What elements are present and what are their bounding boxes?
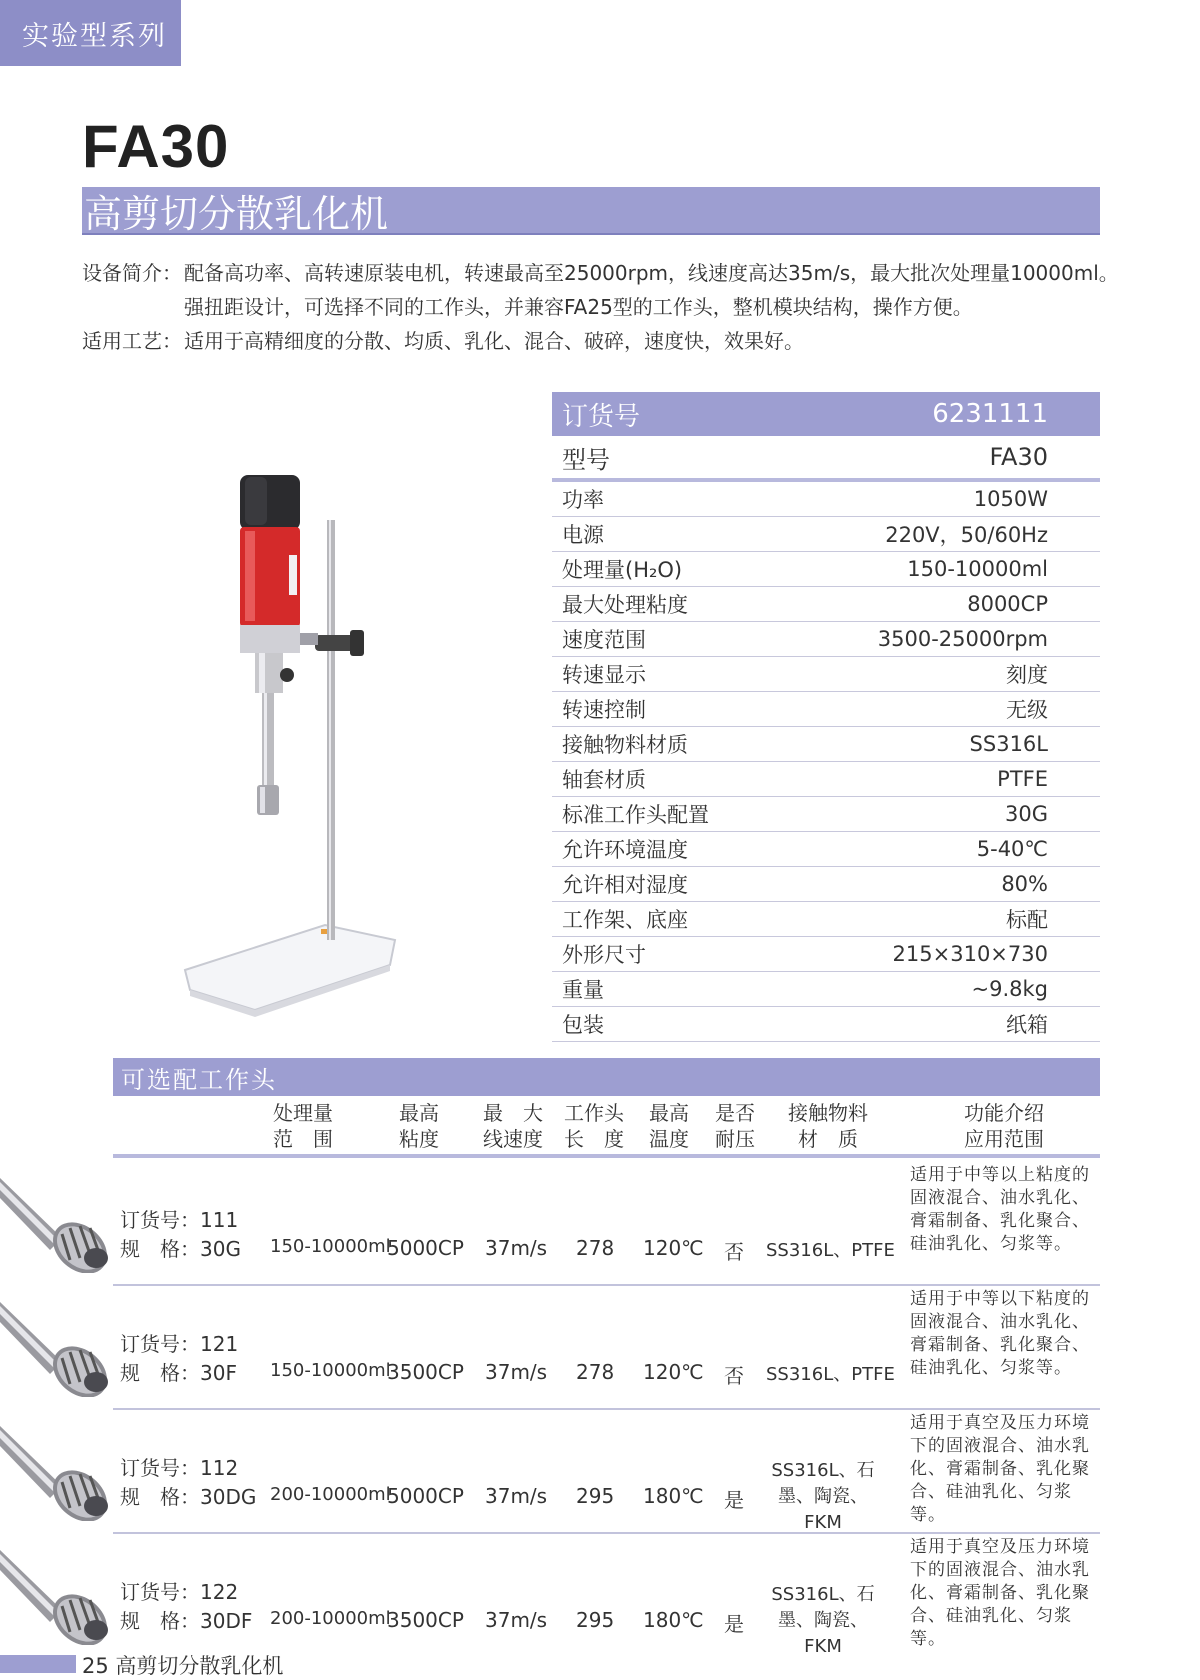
spec-value: 5-40℃	[976, 837, 1048, 861]
spec-label: 接触物料材质	[562, 733, 688, 757]
header-capacity: 处理量 范 围	[273, 1101, 333, 1151]
spec-row	[552, 867, 1100, 902]
spec-value: 215×310×730	[892, 942, 1048, 966]
spec-value: 1050W	[973, 487, 1048, 511]
row-spec: 规 格：30F	[120, 1361, 237, 1385]
row-description: 适用于中等以上粘度的固液混合、油水乳化、膏霜制备、乳化聚合、硅油乳化、匀浆等。	[910, 1165, 1090, 1254]
spec-label: 最大处理粘度	[562, 593, 688, 617]
spec-order-label: 订货号	[562, 401, 641, 432]
row-viscosity: 5000CP	[387, 1484, 464, 1508]
row-speed: 37m/s	[485, 1360, 548, 1384]
row-speed: 37m/s	[485, 1236, 548, 1260]
spec-model-label: 型号	[562, 445, 610, 474]
spec-table	[552, 392, 1100, 1042]
spec-value: 无级	[1006, 698, 1048, 722]
header-function: 功能介绍 应用范围	[964, 1101, 1044, 1151]
spec-row	[552, 657, 1100, 692]
intro-row-2	[82, 290, 1122, 324]
spec-row	[552, 517, 1100, 552]
intro-text-3: 适用于高精细度的分散、均质、乳化、混合、破碎，速度快，效果好。	[184, 329, 804, 353]
header-viscosity: 最高 粘度	[399, 1101, 439, 1151]
footer-title: 高剪切分散乳化机	[115, 1654, 284, 1678]
spec-label: 速度范围	[562, 628, 646, 652]
header-material: 接触物料 材 质	[788, 1101, 868, 1151]
row-viscosity: 3500CP	[387, 1360, 464, 1384]
row-spec: 规 格：30DG	[120, 1485, 257, 1509]
intro-text-1: 配备高功率、高转速原装电机，转速最高至25000rpm，线速度高达35m/s，最大批次处理量10000ml。	[184, 261, 1119, 285]
spec-label: 允许环境温度	[562, 838, 688, 862]
row-temp: 120℃	[643, 1236, 704, 1260]
row-material: SS316L、PTFE	[766, 1240, 895, 1261]
product-photo	[175, 465, 405, 1025]
row-viscosity: 3500CP	[387, 1608, 464, 1632]
intro-row-1	[82, 256, 1122, 290]
spec-order-row	[552, 392, 1100, 436]
series-tab	[0, 0, 181, 66]
optional-heads-title: 可选配工作头	[121, 1065, 277, 1094]
row-length: 295	[576, 1608, 615, 1632]
intro-label-process: 适用工艺：	[82, 329, 182, 353]
optional-table-header	[113, 1098, 1100, 1158]
row-order-number: 订货号：112	[120, 1456, 239, 1480]
work-head-image	[0, 1292, 112, 1397]
row-order-block	[120, 1206, 241, 1264]
spec-label: 处理量(H₂O)	[562, 558, 683, 582]
spec-value: 30G	[1005, 802, 1048, 826]
spec-label: 转速显示	[562, 663, 646, 687]
product-title-bar	[82, 187, 1100, 235]
row-material: SS316L、石墨、陶瓷、FKM	[771, 1584, 875, 1657]
row-spec: 规 格：30G	[120, 1237, 241, 1261]
row-capacity: 200-10000ml	[270, 1608, 391, 1629]
spec-model-row	[552, 436, 1100, 482]
spec-order-value: 6231111	[932, 399, 1048, 429]
spec-row	[552, 797, 1100, 832]
spec-row	[552, 482, 1100, 517]
row-capacity: 200-10000ml	[270, 1484, 391, 1505]
spec-label: 重量	[562, 978, 604, 1002]
spec-row	[552, 622, 1100, 657]
spec-row	[552, 832, 1100, 867]
row-pressure: 否	[724, 1364, 744, 1388]
spec-value: 纸箱	[1006, 1013, 1048, 1037]
intro-text-2: 强扭距设计，可选择不同的工作头，并兼容FA25型的工作头，整机模块结构，操作方便。	[184, 295, 973, 319]
spec-label: 工作架、底座	[562, 908, 688, 932]
spec-row	[552, 727, 1100, 762]
row-viscosity: 5000CP	[387, 1236, 464, 1260]
work-head-image	[0, 1168, 112, 1273]
intro-label-device: 设备简介：	[82, 261, 182, 285]
spec-row	[552, 937, 1100, 972]
page-number: 25	[82, 1654, 109, 1678]
spec-row	[552, 902, 1100, 937]
row-spec: 规 格：30DF	[120, 1609, 253, 1633]
spec-label: 标准工作头配置	[562, 803, 709, 827]
model-title: FA30	[82, 113, 230, 180]
spec-model-value: FA30	[989, 443, 1048, 471]
spec-label: 转速控制	[562, 698, 646, 722]
spec-label: 电源	[562, 523, 604, 547]
footer-accent-bar	[0, 1655, 76, 1673]
footer	[82, 1650, 283, 1680]
row-length: 278	[576, 1360, 615, 1384]
row-order-block	[120, 1578, 252, 1636]
spec-row	[552, 552, 1100, 587]
row-temp: 180℃	[643, 1608, 704, 1632]
table-row	[0, 1410, 1100, 1534]
spec-value: PTFE	[997, 767, 1048, 791]
row-pressure: 是	[724, 1488, 744, 1512]
row-temp: 120℃	[643, 1360, 704, 1384]
spec-value: 刻度	[1006, 663, 1048, 687]
row-capacity: 150-10000ml	[270, 1360, 391, 1381]
series-label: 实验型系列	[22, 20, 167, 52]
spec-row	[552, 1007, 1100, 1042]
spec-label: 外形尺寸	[562, 943, 646, 967]
row-temp: 180℃	[643, 1484, 704, 1508]
row-pressure: 否	[724, 1240, 744, 1264]
spec-row	[552, 762, 1100, 797]
spec-value: 8000CP	[967, 592, 1048, 616]
spec-value: 220V，50/60Hz	[885, 523, 1048, 547]
spec-value: ~9.8kg	[971, 977, 1048, 1001]
spec-row	[552, 692, 1100, 727]
row-order-block	[120, 1330, 238, 1388]
row-length: 278	[576, 1236, 615, 1260]
header-temp: 最高 温度	[649, 1101, 689, 1151]
intro-label-empty	[82, 290, 184, 324]
row-description: 适用于真空及压力环境下的固液混合、油水乳化、膏霜制备、乳化聚合、硅油乳化、匀浆等。	[910, 1537, 1090, 1649]
row-order-number: 订货号：122	[120, 1580, 239, 1604]
spec-row	[552, 972, 1100, 1007]
work-head-image	[0, 1416, 112, 1521]
row-speed: 37m/s	[485, 1608, 548, 1632]
spec-label: 轴套材质	[562, 768, 646, 792]
product-title: 高剪切分散乳化机	[84, 191, 389, 236]
spec-value: 3500-25000rpm	[877, 627, 1048, 651]
row-description: 适用于中等以下粘度的固液混合、油水乳化、膏霜制备、乳化聚合、硅油乳化、匀浆等。	[910, 1289, 1090, 1378]
row-length: 295	[576, 1484, 615, 1508]
row-order-number: 订货号：111	[120, 1208, 239, 1232]
spec-value: SS316L	[969, 732, 1048, 756]
row-order-block	[120, 1454, 256, 1512]
spec-label: 功率	[562, 488, 604, 512]
row-material: SS316L、石墨、陶瓷、FKM	[771, 1460, 875, 1533]
optional-heads-bar	[113, 1058, 1100, 1096]
row-pressure: 是	[724, 1612, 744, 1636]
table-row	[0, 1162, 1100, 1286]
row-material: SS316L、PTFE	[766, 1364, 895, 1385]
spec-value: 150-10000ml	[907, 557, 1048, 581]
row-speed: 37m/s	[485, 1484, 548, 1508]
header-length: 工作头 长 度	[564, 1101, 624, 1151]
spec-row	[552, 587, 1100, 622]
table-row	[0, 1286, 1100, 1410]
work-head-image	[0, 1540, 112, 1645]
header-speed: 最 大 线速度	[483, 1101, 543, 1151]
intro-row-3	[82, 324, 1122, 358]
spec-value: 标配	[1006, 908, 1048, 932]
spec-label: 包装	[562, 1013, 604, 1037]
spec-value: 80%	[1001, 872, 1048, 896]
row-order-number: 订货号：121	[120, 1332, 239, 1356]
row-capacity: 150-10000ml	[270, 1236, 391, 1257]
row-description: 适用于真空及压力环境下的固液混合、油水乳化、膏霜制备、乳化聚合、硅油乳化、匀浆等。	[910, 1413, 1090, 1525]
table-row	[0, 1534, 1100, 1658]
header-pressure: 是否 耐压	[715, 1101, 755, 1151]
spec-label: 允许相对湿度	[562, 873, 688, 897]
intro-section	[82, 256, 1122, 358]
